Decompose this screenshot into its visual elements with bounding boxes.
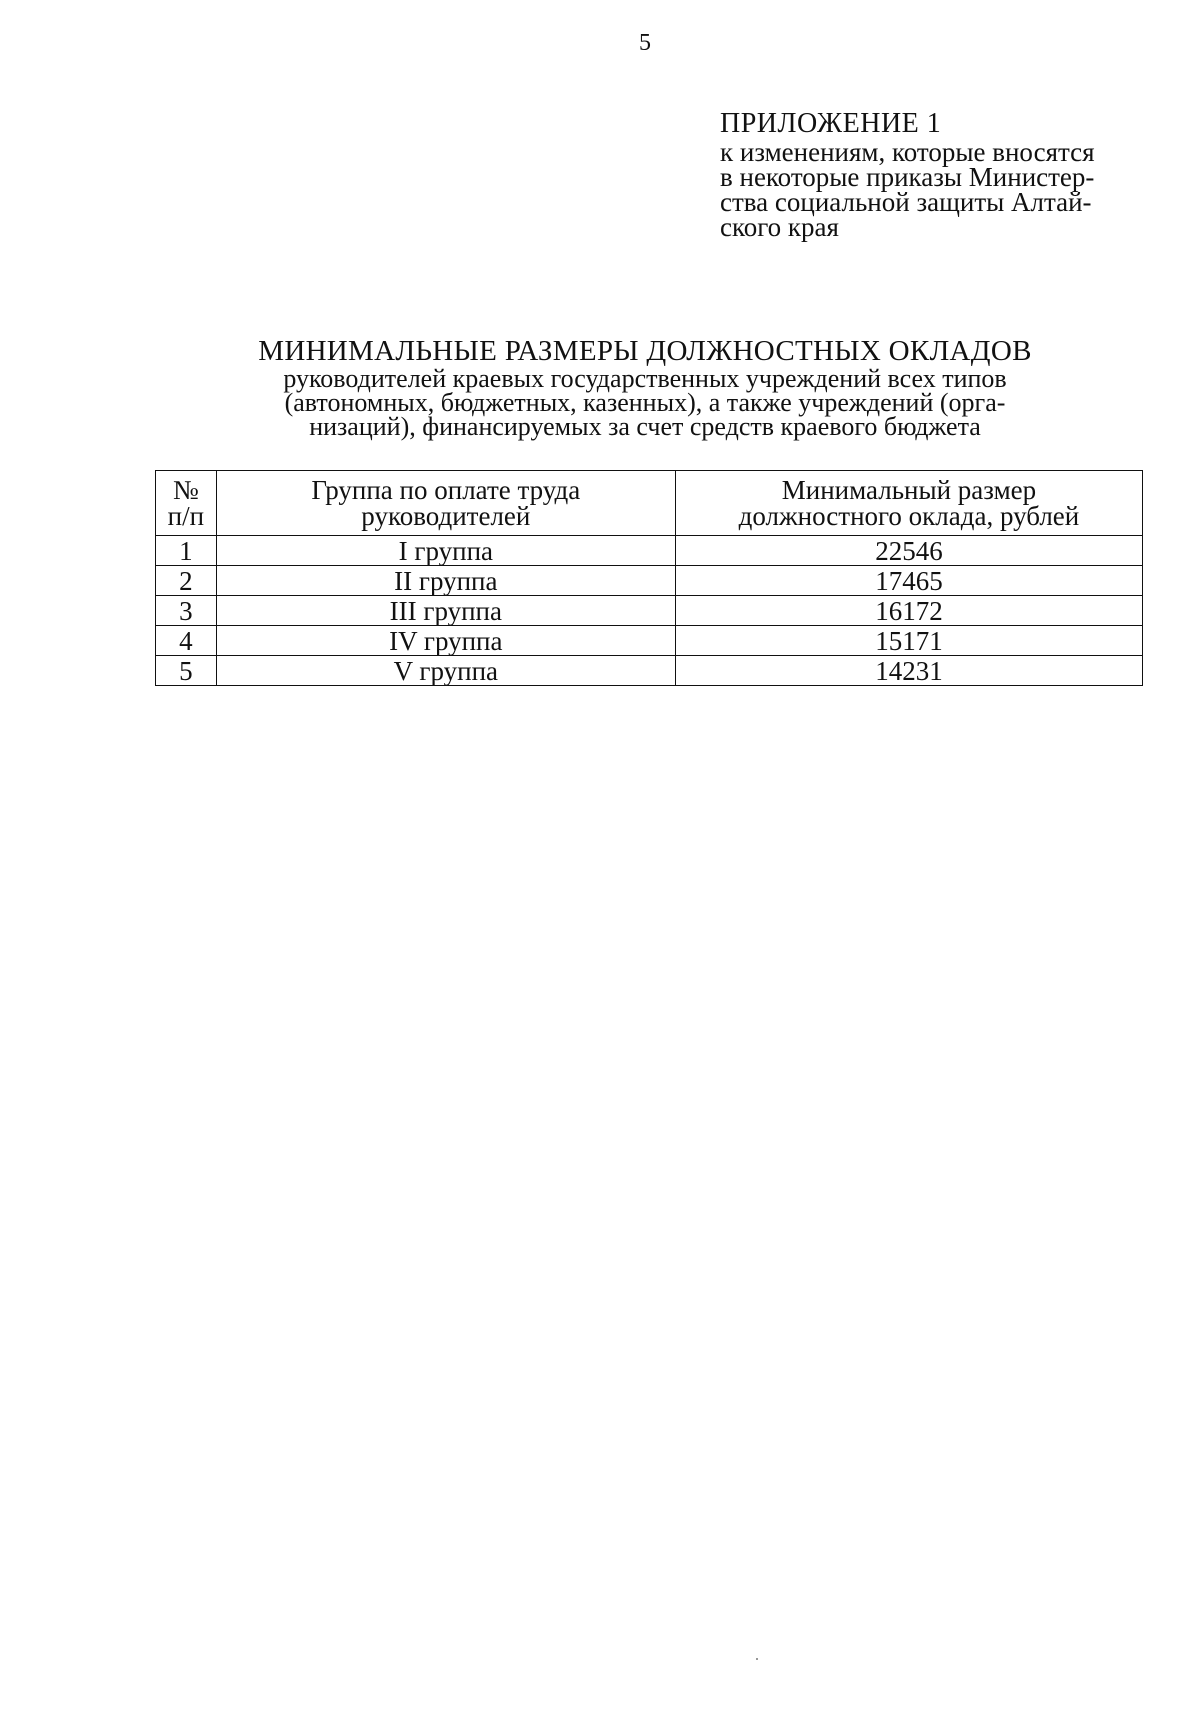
cell-salary: 16172 <box>675 596 1142 626</box>
page-number: 5 <box>639 30 651 56</box>
appendix-line: ства социальной защиты Алтай- <box>720 187 1092 217</box>
document-title-line: руководителей краевых государственных учреждений всех типов <box>283 364 1007 393</box>
table-row <box>156 536 1143 566</box>
cell-number: 1 <box>156 536 217 566</box>
salary-table <box>155 470 1143 686</box>
table-row <box>156 656 1143 686</box>
document-title <box>150 335 1140 439</box>
table-row <box>156 626 1143 656</box>
document-title-main: МИНИМАЛЬНЫЕ РАЗМЕРЫ ДОЛЖНОСТНЫХ ОКЛАДОВ <box>258 335 1032 367</box>
table-row <box>156 566 1143 596</box>
cell-group: V группа <box>216 656 675 686</box>
table-row <box>156 596 1143 626</box>
cell-number: 2 <box>156 566 217 596</box>
cell-salary: 17465 <box>675 566 1142 596</box>
cell-number: 3 <box>156 596 217 626</box>
header-salary-line: Минимальный размер <box>781 475 1037 505</box>
document-title-line: (автономных, бюджетных, казенных), а также учреждений (орга- <box>284 388 1006 417</box>
appendix-line: к изменениям, которые вносятся <box>720 137 1095 167</box>
header-number-line: п/п <box>167 501 205 531</box>
cell-group: III группа <box>216 596 675 626</box>
cell-salary: 22546 <box>675 536 1142 566</box>
appendix-title: ПРИЛОЖЕНИЕ 1 <box>720 108 942 139</box>
cell-number: 4 <box>156 626 217 656</box>
cell-group: I группа <box>216 536 675 566</box>
header-group-line: Группа по оплате труда <box>311 475 581 505</box>
appendix-line: в некоторые приказы Министер- <box>720 162 1095 192</box>
scan-speck <box>756 1658 758 1660</box>
cell-number: 5 <box>156 656 217 686</box>
appendix-line: ского края <box>720 212 839 242</box>
appendix-block <box>720 108 1140 240</box>
document-title-line: низаций), финансируемых за счет средств краевого бюджета <box>309 412 981 441</box>
cell-salary: 14231 <box>675 656 1142 686</box>
cell-salary: 15171 <box>675 626 1142 656</box>
header-group <box>216 471 675 536</box>
header-number <box>156 471 217 536</box>
cell-group: IV группа <box>216 626 675 656</box>
cell-group: II группа <box>216 566 675 596</box>
header-salary <box>675 471 1142 536</box>
table-header-row <box>156 471 1143 536</box>
header-salary-line: должностного оклада, рублей <box>738 501 1080 531</box>
header-group-line: руководителей <box>361 501 531 531</box>
header-number-line: № <box>173 475 199 505</box>
